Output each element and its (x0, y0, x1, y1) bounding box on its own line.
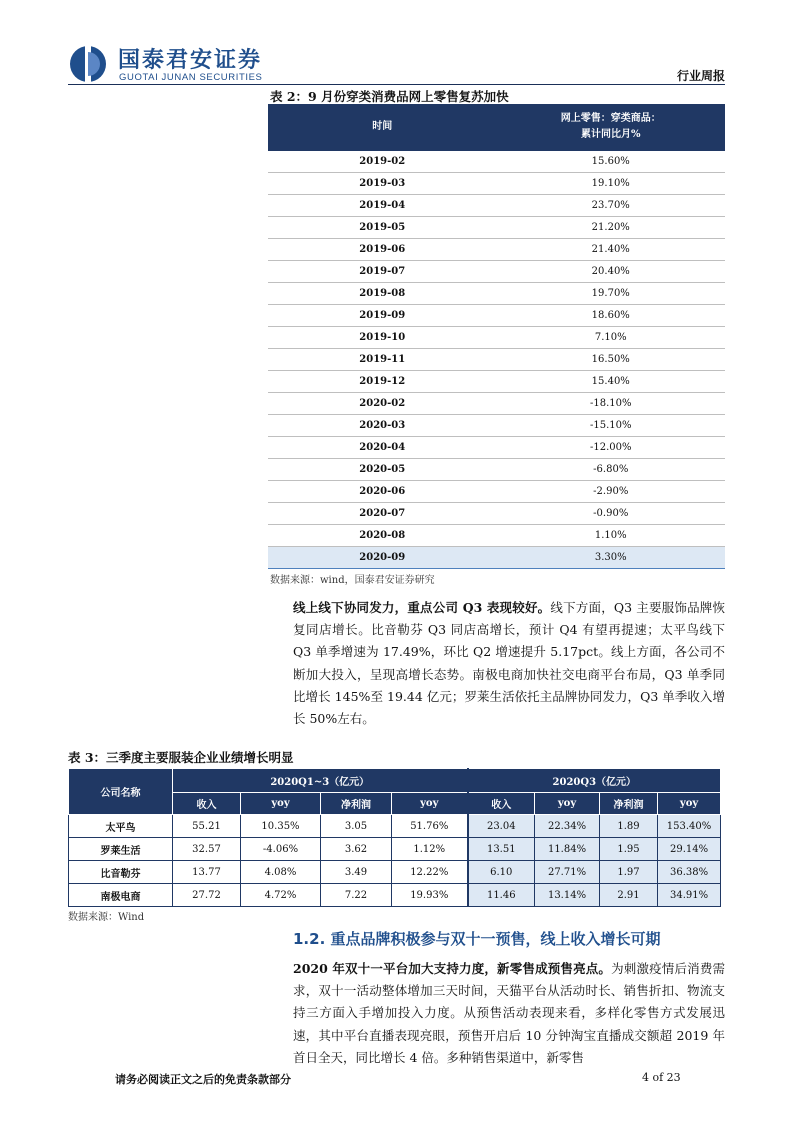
q3-net-profit-yoy-cell: 153.40% (658, 815, 721, 838)
q3-net-profit-yoy-cell: 36.38% (658, 861, 721, 884)
q3-revenue-yoy-cell: 22.34% (535, 815, 600, 838)
table2-date-cell: 2020-02 (268, 393, 497, 415)
table2-date-cell: 2019-03 (268, 173, 497, 195)
table3-header-company: 公司名称 (69, 769, 173, 815)
table3-row (69, 861, 721, 884)
table2-row (268, 349, 725, 371)
logo-english-name: GUOTAI JUNAN SECURITIES (119, 72, 263, 83)
table2-value-cell: 21.40% (497, 239, 726, 261)
company-logo-icon (68, 44, 108, 84)
net-profit-yoy-cell: 19.93% (392, 884, 468, 907)
table2-row (268, 437, 725, 459)
net-profit-cell: 3.49 (321, 861, 392, 884)
table3-row (69, 884, 721, 907)
revenue-yoy-cell: -4.06% (241, 838, 321, 861)
table2-date-cell: 2019-12 (268, 371, 497, 393)
revenue-yoy-cell: 4.72% (241, 884, 321, 907)
net-profit-cell: 3.05 (321, 815, 392, 838)
table2-date-cell: 2020-09 (268, 547, 497, 569)
revenue-yoy-cell: 4.08% (241, 861, 321, 884)
net-profit-yoy-cell: 1.12% (392, 838, 468, 861)
table2-value-cell: -12.00% (497, 437, 726, 459)
revenue-yoy-cell: 10.35% (241, 815, 321, 838)
net-profit-cell: 3.62 (321, 838, 392, 861)
table2-date-cell: 2019-05 (268, 217, 497, 239)
table2-row (268, 151, 725, 173)
net-profit-yoy-cell: 12.22% (392, 861, 468, 884)
table3-source: 数据来源：Wind (68, 912, 145, 923)
table3-sub-revenue: 收入 (173, 793, 241, 815)
table2-row (268, 371, 725, 393)
table2-date-cell: 2019-10 (268, 327, 497, 349)
table2-row (268, 261, 725, 283)
table2-value-cell: 18.60% (497, 305, 726, 327)
table2-row (268, 173, 725, 195)
q3-net-profit-cell: 1.97 (600, 861, 658, 884)
table2-caption: 表 2：9 月份穿类消费品网上零售复苏加快 (270, 89, 509, 104)
table2-date-cell: 2019-06 (268, 239, 497, 261)
table2-row (268, 547, 725, 569)
table3-sub-yoy: yoy (535, 793, 600, 815)
header-divider (68, 84, 725, 85)
company-name-cell: 南极电商 (69, 884, 173, 907)
table2-row (268, 525, 725, 547)
table2-value-cell: 3.30% (497, 547, 726, 569)
table2-date-cell: 2019-04 (268, 195, 497, 217)
table3-sub-profit: 净利润 (321, 793, 392, 815)
net-profit-yoy-cell: 51.76% (392, 815, 468, 838)
table2-value-cell: 19.10% (497, 173, 726, 195)
table3-row (69, 815, 721, 838)
q3-revenue-cell: 23.04 (468, 815, 535, 838)
net-profit-cell: 7.22 (321, 884, 392, 907)
paragraph-lead: 2020 年双十一平台加大支持力度，新零售成预售亮点。 (293, 961, 612, 976)
table2-row (268, 459, 725, 481)
page-number: 4 of 23 (642, 1071, 681, 1084)
table2-row (268, 481, 725, 503)
company-name-cell: 太平鸟 (69, 815, 173, 838)
table2-row (268, 393, 725, 415)
table2-row (268, 327, 725, 349)
table2-date-cell: 2019-07 (268, 261, 497, 283)
table2-date-cell: 2020-08 (268, 525, 497, 547)
table3-sub-profit: 净利润 (600, 793, 658, 815)
q3-net-profit-cell: 2.91 (600, 884, 658, 907)
paragraph-lead: 线上线下协同发力，重点公司 Q3 表现较好。 (293, 600, 551, 615)
section-heading: 1.2. 重点品牌积极参与双十一预售，线上收入增长可期 (293, 930, 661, 948)
table3-header-q1-3: 2020Q1~3（亿元） (173, 769, 468, 793)
table3-sub-revenue: 收入 (468, 793, 535, 815)
table3-caption: 表 3：三季度主要服装企业业绩增长明显 (68, 750, 294, 765)
table3-sub-yoy: yoy (241, 793, 321, 815)
revenue-cell: 55.21 (173, 815, 241, 838)
table2-value-cell: -18.10% (497, 393, 726, 415)
revenue-cell: 13.77 (173, 861, 241, 884)
paragraph-double-eleven (293, 958, 725, 1069)
table2-row (268, 217, 725, 239)
table2-date-cell: 2019-02 (268, 151, 497, 173)
table3-sub-yoy: yoy (658, 793, 721, 815)
table2-row (268, 305, 725, 327)
table2-value-cell: 1.10% (497, 525, 726, 547)
q3-net-profit-cell: 1.95 (600, 838, 658, 861)
report-type: 行业周报 (676, 69, 725, 83)
table2-date-cell: 2019-09 (268, 305, 497, 327)
table2-row (268, 239, 725, 261)
table2-value-cell: 16.50% (497, 349, 726, 371)
table2-header-time: 时间 (268, 104, 497, 151)
logo-chinese-name: 国泰君安证券 (118, 48, 263, 73)
table2-row (268, 195, 725, 217)
company-name-cell: 比音勒芬 (69, 861, 173, 884)
paragraph-online-offline (293, 597, 725, 730)
table2-date-cell: 2020-04 (268, 437, 497, 459)
q3-net-profit-yoy-cell: 29.14% (658, 838, 721, 861)
table2-row (268, 503, 725, 525)
table2-value-cell: -2.90% (497, 481, 726, 503)
paragraph-body: 为刺激疫情后消费需求，双十一活动整体增加三天时间，天猫平台从活动时长、销售折扣、物流支持三方面入手增加投入力度。从预售活动表现来看，多样化零售方式发展迅速，其中平台直播表现亮眼，预售开启后 10 分钟淘宝直播成交额超 2019 年首日全天，同比增长 4 倍。多种销售渠道中，新零售 (293, 961, 725, 1065)
footer-disclaimer: 请务必阅读正文之后的免责条款部分 (115, 1073, 291, 1086)
table2-value-cell: -15.10% (497, 415, 726, 437)
table2-row (268, 415, 725, 437)
table2-value-cell: 21.20% (497, 217, 726, 239)
table3-sub-yoy: yoy (392, 793, 468, 815)
company-name-cell: 罗莱生活 (69, 838, 173, 861)
online-retail-table (268, 104, 725, 569)
revenue-cell: 27.72 (173, 884, 241, 907)
table2-value-cell: 15.40% (497, 371, 726, 393)
table2-date-cell: 2019-08 (268, 283, 497, 305)
q3-revenue-yoy-cell: 11.84% (535, 838, 600, 861)
table2-date-cell: 2020-03 (268, 415, 497, 437)
q3-net-profit-cell: 1.89 (600, 815, 658, 838)
revenue-cell: 32.57 (173, 838, 241, 861)
q3-revenue-yoy-cell: 27.71% (535, 861, 600, 884)
table2-date-cell: 2019-11 (268, 349, 497, 371)
paragraph-body: 线下方面，Q3 主要服饰品牌恢复同店增长。比音勒芬 Q3 同店高增长，预计 Q4 有望再提速；太平鸟线下 Q3 单季增速为 17.49%，环比 Q2 增速提升 5.17pct。线上方面，各公司不断加大投入，呈现高增长态势。南极电商加快社交电商平台布局，Q3 单季同比增长 145%至 19.44 亿元；罗莱生活依托主品牌协同发力，Q3 单季收入增长 50%左右。 (293, 600, 725, 727)
q3-revenue-cell: 6.10 (468, 861, 535, 884)
table2-date-cell: 2020-07 (268, 503, 497, 525)
table2-date-cell: 2020-05 (268, 459, 497, 481)
q3-revenue-yoy-cell: 13.14% (535, 884, 600, 907)
table2-source: 数据来源：wind，国泰君安证券研究 (270, 575, 435, 586)
q3-net-profit-yoy-cell: 34.91% (658, 884, 721, 907)
table3-header-q3: 2020Q3（亿元） (468, 769, 721, 793)
table2-header-value: 网上零售：穿类商品： 累计同比月% (497, 104, 726, 151)
table2-value-cell: 19.70% (497, 283, 726, 305)
q3-revenue-cell: 11.46 (468, 884, 535, 907)
q3-revenue-cell: 13.51 (468, 838, 535, 861)
table2-value-cell: 20.40% (497, 261, 726, 283)
table2-value-cell: -0.90% (497, 503, 726, 525)
table2-row (268, 283, 725, 305)
apparel-earnings-table (68, 768, 721, 907)
table2-value-cell: 23.70% (497, 195, 726, 217)
table3-row (69, 838, 721, 861)
table2-value-cell: 15.60% (497, 151, 726, 173)
table2-date-cell: 2020-06 (268, 481, 497, 503)
table2-value-cell: -6.80% (497, 459, 726, 481)
table2-value-cell: 7.10% (497, 327, 726, 349)
